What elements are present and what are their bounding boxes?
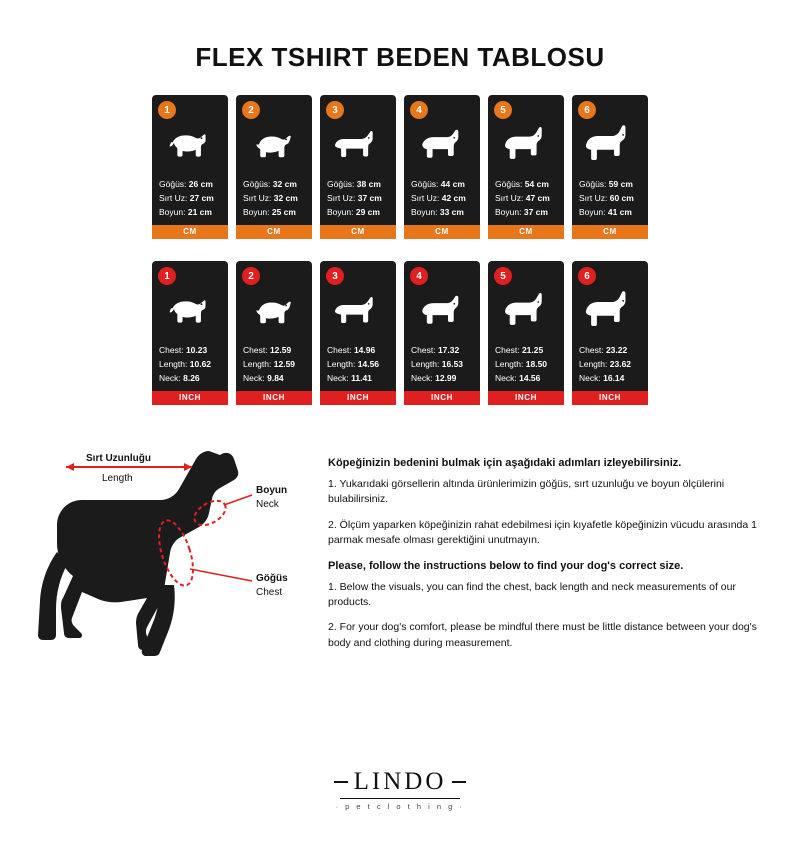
chest-label: Chest: [243, 345, 268, 356]
dog-silhouette-icon [572, 285, 648, 343]
length-label: Length: [579, 359, 608, 370]
measurements [152, 177, 228, 225]
neck-value: 29 cm [355, 207, 380, 218]
neck-label: Boyun: [411, 207, 438, 218]
back-length-label-tr: Sırt Uzunluğu [86, 453, 151, 465]
size-card-cm-4[interactable] [404, 95, 480, 239]
length-label: Length: [495, 359, 524, 370]
neck-value: 25 cm [271, 207, 296, 218]
chest-value: 23.22 [605, 345, 628, 356]
length-label: Length: [159, 359, 188, 370]
measurements [320, 177, 396, 225]
chest-value: 38 cm [356, 179, 381, 189]
unit-label: CM [152, 225, 228, 239]
chest-label: Chest: [579, 345, 604, 356]
dog-silhouette-icon [572, 119, 648, 177]
size-number-badge: 2 [242, 267, 260, 285]
neck-value: 16.14 [603, 373, 625, 384]
dog-silhouette-icon [488, 285, 564, 343]
chest-label-tr: Göğüs [256, 573, 288, 585]
neck-value: 37 cm [523, 207, 548, 218]
unit-label: INCH [152, 391, 228, 405]
neck-label: Boyun: [159, 207, 186, 218]
size-number-badge: 6 [578, 267, 596, 285]
measurements [152, 343, 228, 391]
length-label: Length: [327, 359, 356, 370]
length-label: Sırt Uz: [159, 193, 188, 204]
measurements [572, 343, 648, 391]
page-title: FLEX TSHIRT BEDEN TABLOSU [195, 42, 605, 72]
length-label: Sırt Uz: [327, 193, 356, 204]
chest-value: 59 cm [608, 179, 633, 189]
chest-value: 14.96 [353, 345, 376, 356]
size-card-cm-2[interactable] [236, 95, 312, 239]
length-label: Length: [243, 359, 272, 370]
length-label: Length: [411, 359, 440, 370]
neck-label: Neck: [159, 373, 181, 384]
instructions-step1-en: 1. Below the visuals, you can find the chest, back length and neck measurements of our products. [328, 580, 736, 609]
dog-silhouette-icon [404, 119, 480, 177]
back-length-label-en: Length [102, 473, 133, 485]
cm-card-row [0, 95, 800, 239]
length-value: 47 cm [525, 193, 550, 204]
length-value: 27 cm [189, 193, 214, 204]
chest-value: 32 cm [272, 179, 297, 189]
dog-silhouette-icon [488, 119, 564, 177]
instructions-heading-en: Please, follow the instructions below to find your dog's correct size. [328, 559, 684, 572]
size-number-badge: 4 [410, 101, 428, 119]
instructions-step1-tr: 1. Yukarıdaki görsellerin altında ürünlerimizin göğüs, sırt uzunluğu ve boyun ölçülerini bulabilirsiniz. [328, 478, 725, 506]
measurements [404, 177, 480, 225]
measurements [236, 177, 312, 225]
size-card-cm-6[interactable] [572, 95, 648, 239]
brand-footer [0, 768, 800, 814]
neck-value: 8.26 [183, 373, 200, 384]
neck-label: Neck: [411, 373, 433, 384]
dog-measurement-illustration [24, 435, 324, 685]
neck-value: 41 cm [607, 207, 632, 218]
logo-right-bar-icon [452, 781, 466, 783]
length-value: 14.56 [357, 359, 380, 370]
neck-label: Boyun: [243, 207, 270, 218]
chest-label: Chest: [495, 345, 520, 356]
neck-value: 9.84 [267, 373, 284, 384]
size-card-cm-3[interactable] [320, 95, 396, 239]
chest-value: 54 cm [524, 179, 549, 189]
size-number-badge: 1 [158, 101, 176, 119]
measurements [320, 343, 396, 391]
length-value: 42 cm [441, 193, 466, 204]
chest-label: Göğüs: [159, 179, 187, 189]
neck-label: Neck: [579, 373, 601, 384]
unit-label: CM [488, 225, 564, 239]
chest-value: 17.32 [437, 345, 460, 356]
dog-silhouette-icon [320, 119, 396, 177]
chest-label: Chest: [411, 345, 436, 356]
neck-value: 12.99 [435, 373, 457, 384]
instructions-block [324, 435, 776, 685]
chest-label: Göğüs: [495, 179, 523, 189]
length-label: Sırt Uz: [243, 193, 272, 204]
size-number-badge: 2 [242, 101, 260, 119]
dog-silhouette-icon [152, 119, 228, 177]
chest-label: Chest: [327, 345, 352, 356]
size-card-inch-4[interactable] [404, 261, 480, 405]
length-label: Sırt Uz: [579, 193, 608, 204]
measurements [236, 343, 312, 391]
dog-silhouette-icon [404, 285, 480, 343]
size-card-cm-5[interactable] [488, 95, 564, 239]
length-value: 60 cm [609, 193, 634, 204]
length-value: 10.62 [189, 359, 212, 370]
lower-section [0, 435, 800, 685]
size-card-inch-3[interactable] [320, 261, 396, 405]
instructions-heading-tr: Köpeğinizin bedenini bulmak için aşağıdaki adımları izleyebilirsiniz. [328, 457, 682, 470]
instructions-step2-tr: 2. Ölçüm yaparken köpeğinizin rahat edebilmesi için kıyafetle köpeğinizin vücudu arasında 1 parmak mesafe olması gerektiğini unutmayın. [328, 518, 757, 546]
neck-label: Neck: [243, 373, 265, 384]
unit-label: CM [320, 225, 396, 239]
size-card-inch-5[interactable] [488, 261, 564, 405]
measurements [572, 177, 648, 225]
chest-value: 21.25 [521, 345, 544, 356]
length-label: Sırt Uz: [411, 193, 440, 204]
neck-value: 33 cm [439, 207, 464, 218]
logo-divider [340, 798, 460, 799]
dog-silhouette-icon [236, 285, 312, 343]
chest-value: 10.23 [185, 345, 208, 356]
measurement-diagram [24, 435, 324, 685]
unit-label: CM [404, 225, 480, 239]
dog-silhouette-icon [152, 285, 228, 343]
size-number-badge: 5 [494, 101, 512, 119]
chest-label: Göğüs: [579, 179, 607, 189]
neck-label-tr: Boyun [256, 485, 288, 497]
size-card-inch-2[interactable] [236, 261, 312, 405]
size-chart-page [0, 42, 800, 842]
size-number-badge: 3 [326, 101, 344, 119]
unit-label: INCH [572, 391, 648, 405]
measurements [488, 177, 564, 225]
size-number-badge: 3 [326, 267, 344, 285]
size-number-badge: 4 [410, 267, 428, 285]
neck-value: 11.41 [351, 373, 372, 384]
chest-value: 44 cm [440, 179, 465, 189]
chest-label: Chest: [159, 345, 184, 356]
length-value: 16.53 [441, 359, 464, 370]
unit-label: INCH [236, 391, 312, 405]
dog-silhouette-icon [236, 119, 312, 177]
dog-silhouette-icon [320, 285, 396, 343]
measurements [488, 343, 564, 391]
length-label: Sırt Uz: [495, 193, 524, 204]
size-number-badge: 5 [494, 267, 512, 285]
neck-label: Boyun: [495, 207, 522, 218]
neck-value: 21 cm [187, 207, 212, 218]
length-value: 23.62 [609, 359, 632, 370]
chest-value: 12.59 [269, 345, 292, 356]
inch-card-row [0, 261, 800, 405]
size-number-badge: 1 [158, 267, 176, 285]
neck-label: Boyun: [579, 207, 606, 218]
neck-label: Neck: [495, 373, 517, 384]
size-card-inch-1[interactable] [152, 261, 228, 405]
chest-value: 26 cm [188, 179, 213, 189]
unit-label: INCH [320, 391, 396, 405]
unit-label: CM [236, 225, 312, 239]
neck-label-en: Neck [256, 499, 279, 511]
measurements [404, 343, 480, 391]
chest-label: Göğüs: [411, 179, 439, 189]
unit-label: CM [572, 225, 648, 239]
size-card-inch-6[interactable] [572, 261, 648, 405]
logo-left-bar-icon [334, 781, 348, 783]
brand-logo [334, 768, 467, 811]
chest-label-en: Chest [256, 587, 283, 599]
length-value: 37 cm [357, 193, 382, 204]
chest-label: Göğüs: [327, 179, 355, 189]
chest-label: Göğüs: [243, 179, 271, 189]
size-number-badge: 6 [578, 101, 596, 119]
brand-name: LINDO [353, 768, 447, 795]
unit-label: INCH [488, 391, 564, 405]
unit-label: INCH [404, 391, 480, 405]
brand-tagline: · p e t c l o t h i n g · [335, 802, 465, 811]
length-value: 18.50 [525, 359, 548, 370]
size-card-cm-1[interactable] [152, 95, 228, 239]
instructions-step2-en: 2. For your dog's comfort, please be mindful there must be little distance between your dog's body and clothing during measurement. [328, 621, 757, 649]
neck-label: Boyun: [327, 207, 354, 218]
neck-value: 14.56 [519, 373, 541, 384]
length-value: 32 cm [273, 193, 298, 204]
length-value: 12.59 [273, 359, 296, 370]
neck-label: Neck: [327, 373, 349, 384]
